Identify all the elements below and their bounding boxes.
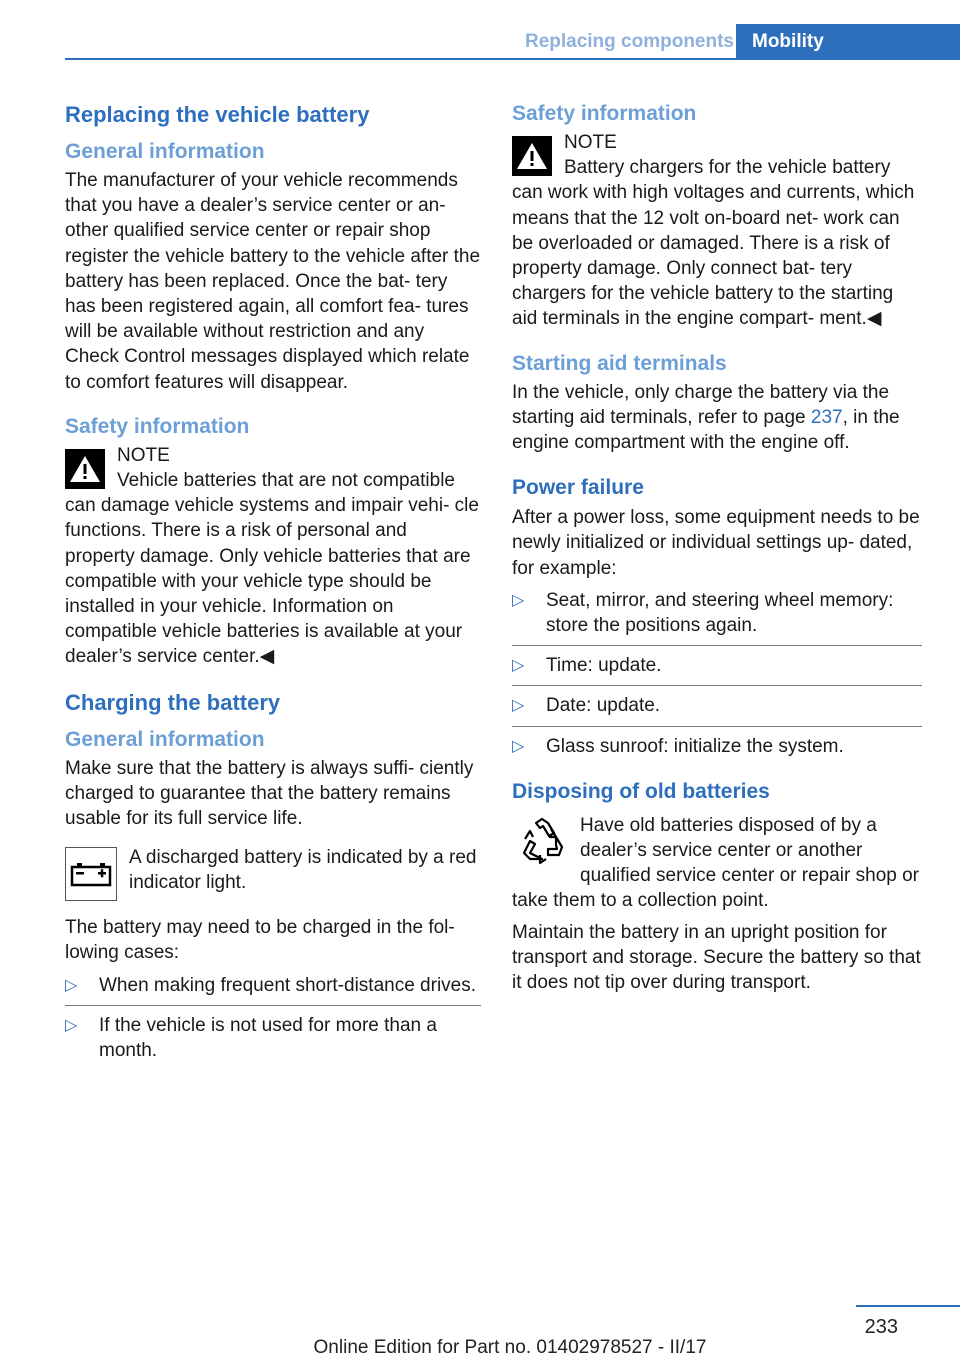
power-failure-text: After a power loss, some equipment needs to be newly initialized or individual settings up‐ dated, for example: bbox=[512, 507, 920, 579]
triangle-bullet-icon: ▷ bbox=[512, 697, 525, 715]
list-item: ▷ When making frequent short-distance drives. bbox=[65, 973, 481, 998]
indicator-note bbox=[65, 845, 481, 903]
safety-info-heading: Safety information bbox=[65, 414, 250, 438]
list-item: ▷ Glass sunroof: initialize the system. bbox=[512, 734, 922, 759]
indicator-text: A discharged battery is indicated by a red indicator light. bbox=[129, 847, 477, 894]
page-number: 233 bbox=[864, 1316, 898, 1338]
battery-indicator-icon bbox=[65, 847, 117, 901]
list-separator bbox=[512, 726, 922, 727]
triangle-bullet-icon: ▷ bbox=[512, 591, 525, 609]
battery-replacement-title: Replacing the vehicle battery bbox=[65, 102, 370, 127]
safety-note-right bbox=[512, 130, 922, 332]
recycle-icon bbox=[514, 813, 570, 869]
footer-rule bbox=[856, 1305, 960, 1307]
maintain-text: Maintain the battery in an upright position for transport and storage. Secure the battery so that it does not tip over during transport. bbox=[512, 921, 921, 994]
list-separator bbox=[512, 685, 922, 686]
left-column bbox=[65, 100, 481, 1071]
header-rule bbox=[65, 58, 960, 60]
note-text: Vehicle batteries that are not compatible can damage vehicle systems and impair vehi‐ cle functions. There is a risk of personal and property damage. Only vehicle batteries that are compatible with your vehicle type should be installed in your vehicle. Information on compatible vehicle batteries is available at your dealer’s service center.◀ bbox=[65, 470, 479, 668]
disposing-heading: Disposing of old batteries bbox=[512, 779, 770, 803]
disposing-note bbox=[512, 813, 922, 914]
safety-info-heading-right: Safety information bbox=[512, 102, 697, 125]
header-chapter-tab: Mobility bbox=[736, 24, 960, 60]
charging-title: Charging the battery bbox=[65, 689, 281, 715]
list-item: ▷ Date: update. bbox=[512, 693, 922, 718]
right-column bbox=[512, 100, 922, 1002]
disposing-text: Have old batteries disposed of by a dealer’s service center or another qualified service center or repair shop or take them to a collection point. bbox=[512, 814, 920, 912]
page-header bbox=[65, 24, 960, 60]
triangle-bullet-icon: ▷ bbox=[512, 737, 525, 755]
starting-aid-text: In the vehicle, only charge the battery via the starting aid terminals, refer to page 237, in the engine compartment with the engine off. bbox=[512, 381, 900, 454]
general-info-heading: General information bbox=[65, 140, 265, 163]
safety-note bbox=[65, 443, 481, 670]
power-failure-heading: Power failure bbox=[512, 476, 644, 500]
charging-general-heading: General information bbox=[65, 727, 265, 751]
power-failure-list bbox=[512, 588, 922, 759]
triangle-bullet-icon: ▷ bbox=[65, 976, 78, 994]
triangle-bullet-icon: ▷ bbox=[65, 1016, 78, 1034]
charging-text: Make sure that the battery is always suffi‐ ciently charged to guarantee that the battery remains usable for its full service life. bbox=[65, 757, 474, 830]
general-info-text: The manufacturer of your vehicle recommends that you have a dealer’s service center or an‐ other qualified service center or repair shop register the vehicle battery to the vehicle after the battery has been replaced. Once the bat‐ tery has been registered again, all comfort fea‐ tures will be available without restriction and any Check Control messages displayed which relate to comfort features will disappear. bbox=[65, 170, 481, 393]
header-section-title: Replacing components bbox=[524, 31, 734, 52]
charging-cases-list bbox=[65, 973, 481, 1064]
edition-footer: Online Edition for Part no. 01402978527 - II/17 bbox=[313, 1337, 707, 1358]
list-item: ▷ Time: update. bbox=[512, 653, 922, 678]
list-item: ▷ Seat, mirror, and steering wheel memory: store the positions again. bbox=[512, 589, 894, 637]
triangle-bullet-icon: ▷ bbox=[512, 657, 525, 675]
page-237-link[interactable]: 237 bbox=[810, 406, 843, 428]
cases-intro: The battery may need to be charged in the fol‐ lowing cases: bbox=[65, 917, 455, 964]
note-label: NOTE bbox=[117, 444, 170, 466]
list-item: ▷ If the vehicle is not used for more than a month. bbox=[65, 1014, 437, 1062]
warning-icon bbox=[512, 136, 552, 176]
list-separator bbox=[65, 1005, 481, 1006]
list-separator bbox=[512, 645, 922, 646]
note-label: NOTE bbox=[564, 132, 617, 153]
warning-icon bbox=[65, 449, 105, 489]
starting-aid-heading: Starting aid terminals bbox=[512, 351, 727, 375]
note-text: Battery chargers for the vehicle battery can work with high voltages and currents, which means that the 12 volt on-board net‐ work can be overloaded or damaged. There is a risk of property damage. Only connect bat‐ tery chargers for the vehicle battery to the starting aid terminals in the engine compart‐ ment.◀ bbox=[512, 157, 915, 330]
